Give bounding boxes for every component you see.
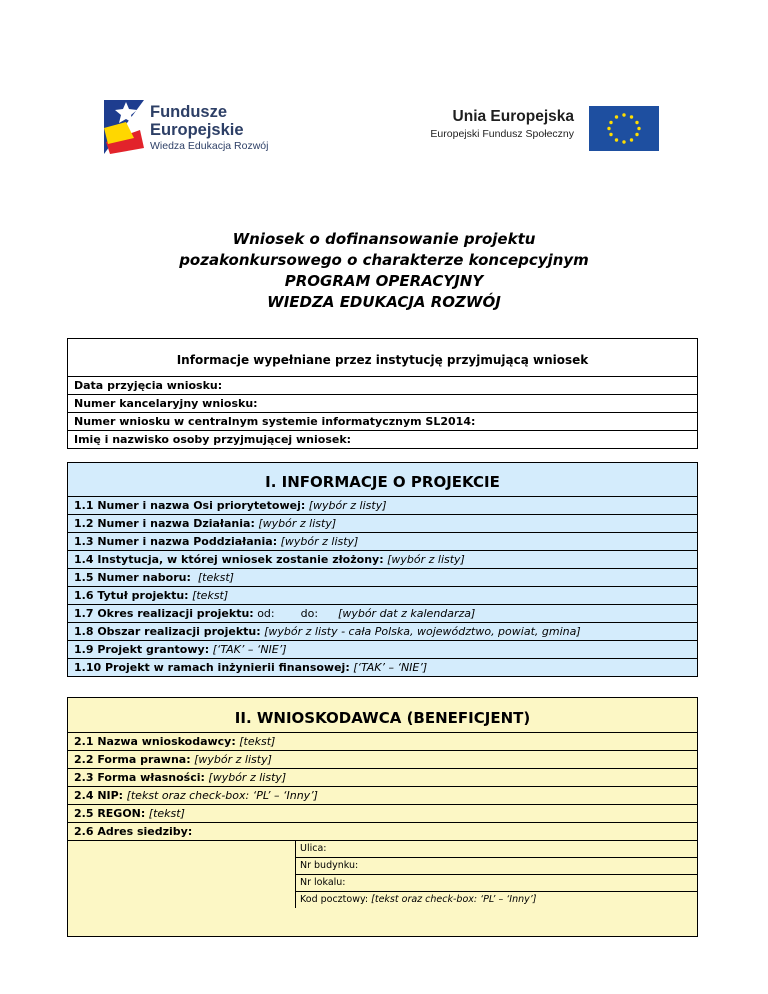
field-1-3[interactable]: 1.3 Numer i nazwa Poddziałania: [wybór z listy] xyxy=(68,533,697,551)
intake-row-sl2014-number[interactable]: Numer wniosku w centralnym systemie informatycznym SL2014: xyxy=(68,413,697,431)
title-line-1: Wniosek o dofinansowanie projektu xyxy=(232,230,536,248)
fundusze-europejskie-logo xyxy=(104,98,284,156)
intake-row-date[interactable]: Data przyjęcia wniosku: xyxy=(68,377,697,395)
fundusze-line1: Fundusze xyxy=(150,103,227,121)
field-1-4[interactable]: 1.4 Instytucja, w której wniosek zostanie złożony: [wybór z listy] xyxy=(68,551,697,569)
address-building-number[interactable]: Nr budynku: xyxy=(295,858,697,875)
address-street[interactable]: Ulica: xyxy=(295,841,697,858)
field-2-3[interactable]: 2.3 Forma własności: [wybór z listy] xyxy=(68,769,697,787)
eu-flag-icon xyxy=(589,106,659,151)
address-unit-number[interactable]: Nr lokalu: xyxy=(295,875,697,892)
field-2-1[interactable]: 2.1 Nazwa wnioskodawcy: [tekst] xyxy=(68,733,697,751)
field-1-2[interactable]: 1.2 Numer i nazwa Działania: [wybór z listy] xyxy=(68,515,697,533)
section-applicant xyxy=(67,697,698,937)
field-1-5[interactable]: 1.5 Numer naboru: [tekst] xyxy=(68,569,697,587)
field-1-10[interactable]: 1.10 Projekt w ramach inżynierii finansowej: [‘TAK’ – ‘NIE’] xyxy=(74,661,428,674)
section1-header: I. INFORMACJE O PROJEKCIE xyxy=(68,463,697,497)
section-project-info xyxy=(67,462,698,677)
field-2-5[interactable]: 2.5 REGON: [tekst] xyxy=(68,805,697,823)
unia-subtitle: Europejski Fundusz Społeczny xyxy=(430,128,574,140)
date-to-label: do: xyxy=(300,607,319,620)
field-2-4[interactable]: 2.4 NIP: [tekst oraz check-box: ‘PL’ – ‘Inny’] xyxy=(68,787,697,805)
section2-header: II. WNIOSKODAWCA (BENEFICJENT) xyxy=(68,698,697,733)
field-1-1[interactable]: 1.1 Numer i nazwa Osi priorytetowej: [wybór z listy] xyxy=(68,497,697,515)
field-1-6[interactable]: 1.6 Tytuł projektu: [tekst] xyxy=(68,587,697,605)
fundusze-star-icon xyxy=(104,98,148,156)
field-1-7[interactable]: 1.7 Okres realizacji projektu: od: do: [wybór dat z kalendarza] xyxy=(68,605,697,623)
unia-title: Unia Europejska xyxy=(452,108,574,125)
field-1-8[interactable]: 1.8 Obszar realizacji projektu: [wybór z listy - cała Polska, województwo, powiat, gmina] xyxy=(68,623,697,641)
field-2-2[interactable]: 2.2 Forma prawna: [wybór z listy] xyxy=(68,751,697,769)
intake-row-receiver-name[interactable]: Imię i nazwisko osoby przyjmującej wniosek: xyxy=(74,433,352,446)
fundusze-line2: Europejskie xyxy=(150,121,244,139)
intake-row-office-number[interactable]: Numer kancelaryjny wniosku: xyxy=(68,395,697,413)
fundusze-line3: Wiedza Edukacja Rozwój xyxy=(150,140,269,152)
intake-info-header: Informacje wypełniane przez instytucję przyjmującą wniosek xyxy=(68,339,697,377)
unia-europejska-logo-text xyxy=(430,108,574,140)
title-line-3: PROGRAM OPERACYJNY xyxy=(284,272,484,290)
date-from-label: od: xyxy=(257,607,275,620)
title-line-4: WIEDZA EDUKACJA ROZWÓJ xyxy=(267,293,501,311)
document-title xyxy=(0,229,768,313)
field-2-6: 2.6 Adres siedziby: xyxy=(68,823,697,841)
intake-info-box xyxy=(67,338,698,449)
address-postal-code[interactable]: Kod pocztowy: [tekst oraz check-box: ‘PL’ – ‘Inny’] xyxy=(300,894,537,905)
title-line-2: pozakonkursowego o charakterze koncepcyjnym xyxy=(179,251,589,269)
field-1-9[interactable]: 1.9 Projekt grantowy: [‘TAK’ – ‘NIE’] xyxy=(68,641,697,659)
address-subtable xyxy=(68,841,697,908)
